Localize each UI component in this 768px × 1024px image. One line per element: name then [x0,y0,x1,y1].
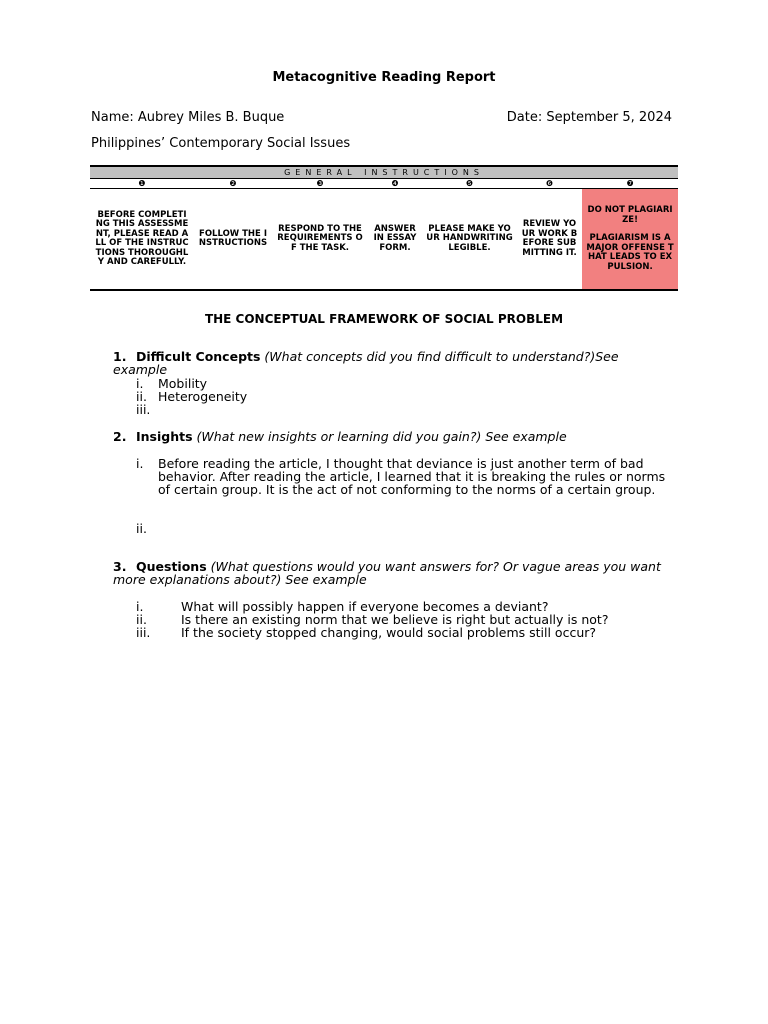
list-item: ii. Is there an existing norm that we believe is right but actually is not? [136,612,609,627]
instruction-number-3: ❸ [272,179,368,189]
instruction-4: ANSWER IN ESSAY FORM. [373,223,417,253]
item-number: 1. [113,349,127,364]
item-number: 2. [113,429,127,444]
instruction-2: FOLLOW THE INSTRUCTIONS [198,228,268,248]
date-line: Date: September 5, 2024 [506,110,672,125]
course-title: Philippines’ Contemporary Social Issues [91,136,351,151]
item-difficult-concepts [113,350,675,376]
instruction-3: RESPOND TO THE REQUIREMENTS OF THE TASK. [277,223,363,253]
item-description: (What new insights or learning did you gain?) See example [196,429,567,444]
instruction-number-7: ❼ [582,179,678,189]
name-line: Name: Aubrey Miles B. Buque [91,110,285,125]
instruction-number-1: ❶ [90,179,194,189]
instruction-number-5: ❺ [422,179,517,189]
item-insights [113,430,675,443]
item-label: Questions [136,559,207,574]
item-number: 3. [113,559,127,574]
page-title: Metacognitive Reading Report [272,70,496,85]
list-item: i. Mobility [136,376,208,391]
list-item: i. What will possibly happen if everyone becomes a deviant? [136,599,549,614]
list-item: iii. If the society stopped changing, would social problems still occur? [136,625,597,640]
plagiarism-consequence: PLAGIARISM IS A MAJOR OFFENSE THAT LEADS TO EXPULSION. [586,233,674,272]
list-item: ii. [136,521,147,536]
list-item: i. Before reading the article, I thought that deviance is just another term of bad behavior. After reading the article, I learned that it is breaking the rules or norms of certain group. It is the act of not conforming to the norms of a certain group. [136,456,666,497]
item-label: Difficult Concepts [136,349,261,364]
instruction-6: REVIEW YOUR WORK BEFORE SUBMITTING IT. [521,219,578,258]
instructions-header: GENERAL INSTRUCTIONS [90,166,678,179]
item-description: (What concepts did you find difficult to understand?)See example [113,349,619,377]
instruction-number-4: ❹ [368,179,422,189]
plagiarism-warning: DO NOT PLAGIARIZE! [587,205,673,225]
item-description: (What questions would you want answers for? Or vague areas you want more explanations about?) See example [113,559,661,587]
section-heading: THE CONCEPTUAL FRAMEWORK OF SOCIAL PROBLEM [204,312,564,326]
item-questions [113,560,675,586]
item-label: Insights [136,429,193,444]
list-item: iii. [136,402,151,417]
instruction-1: BEFORE COMPLETING THIS ASSESSMENT, PLEASE READ ALL OF THE INSTRUCTIONS THOROUGHLY AND CAREFULLY. [95,209,189,267]
general-instructions-table [90,165,678,291]
instruction-5: PLEASE MAKE YOUR HANDWRITING LEGIBLE. [426,223,513,253]
list-item: ii. Heterogeneity [136,389,248,404]
instruction-7 [582,189,678,291]
instruction-number-6: ❻ [517,179,582,189]
instruction-number-2: ❷ [194,179,272,189]
